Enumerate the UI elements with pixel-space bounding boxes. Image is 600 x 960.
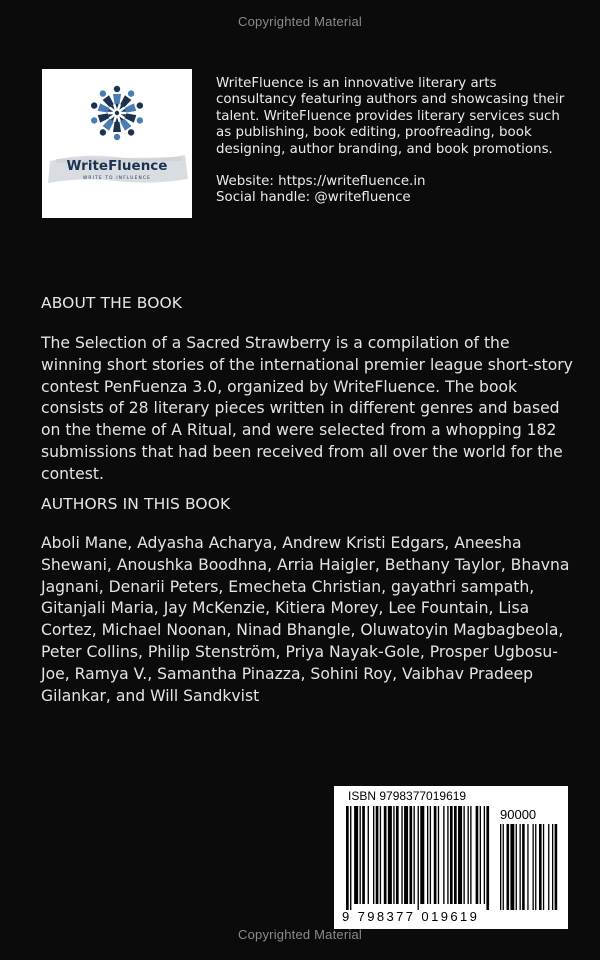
price-code: 90000 [500, 807, 537, 822]
barcode-digits: 9 798377 019619 [342, 909, 480, 924]
publisher-social-handle: Social handle: @writefluence [216, 190, 411, 206]
isbn-barcode [334, 786, 568, 929]
publisher-logo [42, 69, 192, 218]
isbn-label: ISBN 9798377019619 [348, 789, 467, 803]
publisher-website: Website: https://writefluence.in [216, 174, 426, 190]
logo-tagline: WRITE TO INFLUENCE [82, 176, 152, 181]
about-text: The Selection of a Sacred Strawberry is a compilation of the winning short stories of the international premier league short-story contest PenFuenza 3.0, organized by WriteFluence. The book consists of 28 literary pieces written in different genres and based on the theme of A Ritual, and were selected from a whopping 182 submissions that had been received from all over the world for the contest. [41, 334, 573, 483]
logo-emblem-icon [42, 69, 192, 218]
publisher-description: WriteFluence is an innovative literary arts consultancy featuring authors and showcasing their talent. WriteFluence provides literary services such as publishing, book editing, proofreading, book designing, author branding, and book promotions. [216, 76, 565, 157]
authors-heading: AUTHORS IN THIS BOOK [41, 495, 231, 513]
authors-text: Aboli Mane, Adyasha Acharya, Andrew Kristi Edgars, Aneesha Shewani, Anoushka Boodhna, Arria Haigler, Bethany Taylor, Bhavna Jagnani, Denarii Peters, Emecheta Christian, gayathri sampath, Gitanjali Maria, Jay McKenzie, Kitiera Morey, Lee Fountain, Lisa Cortez, Michael Noonan, Ninad Bhangle, Oluwatoyin Magbagbeola, Peter Collins, Philip Stenström, Priya Nayak-Gole, Prosper Ugbosu-Joe, Ramya V., Samantha Pinazza, Sohini Roy, Vaibhav Pradeep Gilankar, and Will Sandkvist [41, 534, 570, 705]
publisher-info [216, 76, 566, 207]
copyright-watermark-bottom: Copyrighted Material [238, 927, 362, 942]
logo-wordmark: WriteFluence [66, 158, 168, 174]
about-heading: ABOUT THE BOOK [41, 294, 183, 312]
copyright-watermark-top: Copyrighted Material [238, 14, 362, 29]
